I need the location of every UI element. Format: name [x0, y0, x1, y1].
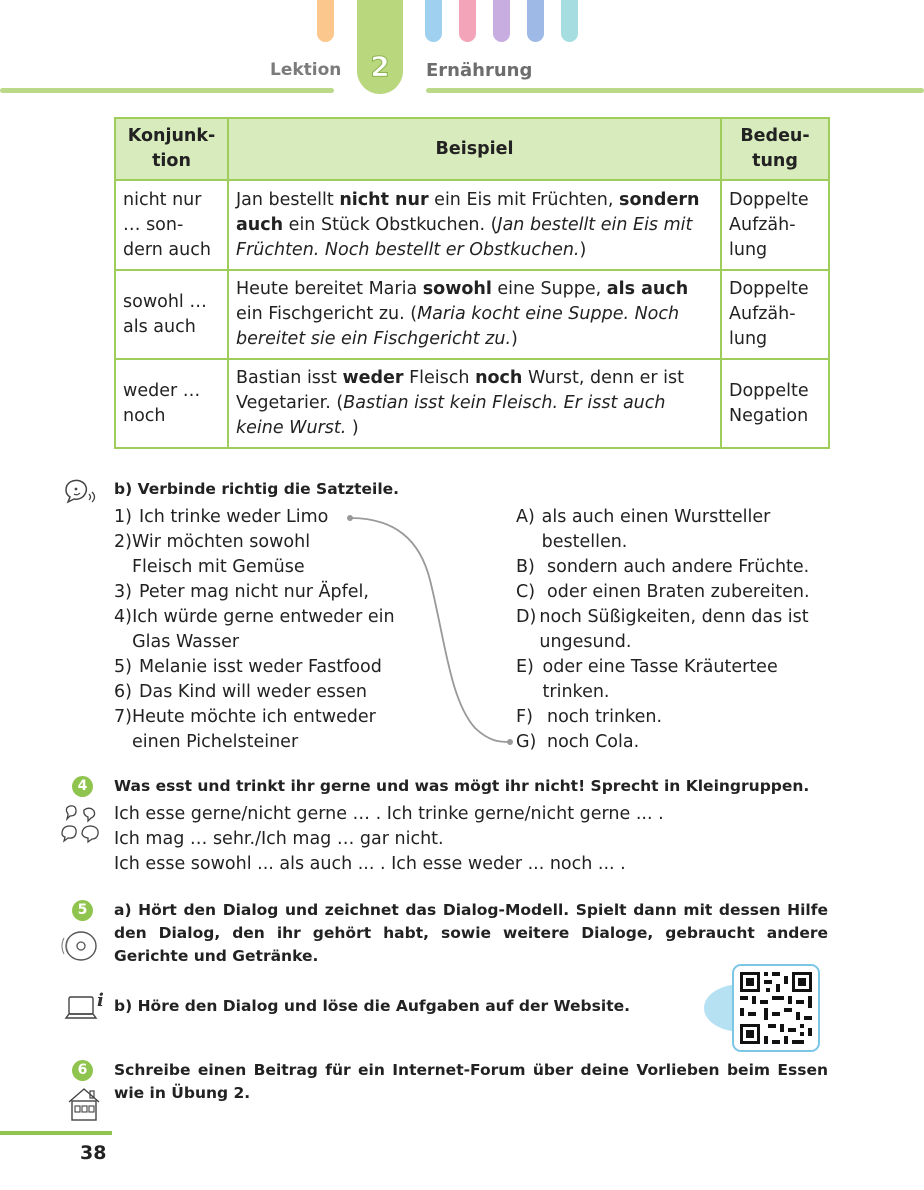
item-text: oder einen Braten zubereiten.: [547, 582, 810, 602]
page-number: 38: [80, 1142, 107, 1164]
phrase-line: Ich esse gerne/nicht gerne … . Ich trinke gerne/nicht gerne ... .: [114, 804, 664, 824]
header-rule-left: [0, 88, 334, 93]
color-tab: [527, 0, 544, 42]
lektion-number: 2: [370, 50, 390, 83]
bedeutung-cell: Doppelte Aufzäh-lung: [721, 180, 829, 270]
list-item: [516, 505, 806, 555]
homework-house-icon: [66, 1086, 102, 1124]
list-item: [114, 605, 404, 655]
topic-title: Ernährung: [426, 60, 533, 81]
item-text: oder eine Tasse Kräutertee trinken.: [542, 657, 778, 702]
task-number-badge: 4: [72, 776, 93, 797]
task4-title: Was esst und trinkt ihr gerne und was mögt ihr nicht! Sprecht in Kleingruppen.: [114, 777, 810, 795]
list-item: [516, 730, 836, 755]
konjunktion-cell: nicht nur … son-dern auch: [115, 180, 228, 270]
item-text: Peter mag nicht nur Äpfel,: [139, 582, 369, 602]
conjunction-table: [114, 117, 830, 449]
list-item: [114, 580, 414, 605]
speaking-pair-icon: [62, 476, 100, 506]
footer-rule: [0, 1131, 112, 1135]
item-number: A): [516, 507, 535, 527]
task4-phrases: [114, 802, 664, 877]
task-number-badge: 5: [72, 900, 93, 921]
color-tab: [459, 0, 476, 42]
konjunktion-cell: weder … noch: [115, 359, 228, 448]
qr-code[interactable]: [702, 964, 824, 1056]
item-text: Ich trinke weder Limo: [139, 507, 329, 527]
item-text: noch trinken.: [547, 707, 663, 727]
color-tab: [493, 0, 510, 42]
color-tab: [425, 0, 442, 42]
lektion-label: Lektion: [270, 60, 342, 80]
header-rule-right: [426, 88, 924, 93]
bedeutung-cell: Doppelte Aufzäh-lung: [721, 270, 829, 359]
item-number: 6): [114, 682, 132, 702]
item-text: Das Kind will weder essen: [139, 682, 368, 702]
list-item: [114, 530, 359, 580]
item-number: C): [516, 582, 536, 602]
item-text: sondern auch andere Früchte.: [547, 557, 810, 577]
list-item: [516, 605, 816, 655]
item-number: 3): [114, 582, 132, 602]
table-header-beispiel: Beispiel: [228, 118, 721, 180]
svg-text:i: i: [97, 990, 104, 1011]
beispiel-cell: Heute bereitet Maria sowohl eine Suppe, als auch ein Fischgericht zu. (Maria kocht eine Suppe. Noch bereitet sie ein Fischgericht zu.): [228, 270, 721, 359]
beispiel-cell: Bastian isst weder Fleisch noch Wurst, denn er ist Vegetarier. (Bastian isst kein Fleisch. Er isst auch keine Wurst. ): [228, 359, 721, 448]
exercise-b-title: b) Verbinde richtig die Satzteile.: [114, 480, 400, 498]
table-row: [115, 270, 829, 359]
item-number: 4): [114, 607, 132, 627]
phrase-line: Ich mag … sehr./Ich mag … gar nicht.: [114, 829, 444, 849]
task-number-badge: 6: [72, 1060, 93, 1081]
item-number: E): [516, 657, 534, 677]
color-tab: [561, 0, 578, 42]
item-number: F): [516, 707, 533, 727]
laptop-info-icon: [64, 990, 106, 1026]
item-number: G): [516, 732, 537, 752]
item-text: noch Süßigkeiten, denn das ist ungesund.: [539, 607, 809, 652]
item-text: Heute möchte ich entweder einen Pichelsteiner: [131, 707, 376, 752]
group-speaking-icon: [58, 804, 102, 844]
list-item: [516, 705, 836, 730]
item-number: D): [516, 607, 537, 627]
task5b-text: b) Höre den Dialog und löse die Aufgaben auf der Website.: [114, 997, 631, 1015]
phrase-line: Ich esse sowohl ... als auch ... . Ich esse weder ... noch ... .: [114, 854, 626, 874]
table-row: [115, 359, 829, 448]
sentence-end-list: [516, 505, 836, 755]
list-item: [516, 580, 836, 605]
sentence-start-list: [114, 505, 414, 755]
item-number: 2): [114, 532, 132, 552]
item-text: noch Cola.: [547, 732, 640, 752]
item-text: Ich würde gerne entweder ein Glas Wasser: [132, 607, 395, 652]
list-item: [114, 680, 414, 705]
audio-disc-icon: [60, 928, 100, 964]
list-item: [516, 655, 806, 705]
list-item: [114, 705, 409, 755]
item-text: Melanie isst weder Fastfood: [139, 657, 382, 677]
task6-text: Schreibe einen Beitrag für ein Internet-Forum über deine Vorlieben beim Essen wie in Übung 2.: [114, 1061, 828, 1102]
item-number: B): [516, 557, 535, 577]
list-item: [114, 655, 414, 680]
item-number: 7): [114, 707, 132, 727]
list-item: [516, 555, 836, 580]
list-item: [114, 505, 414, 530]
table-row: [115, 180, 829, 270]
beispiel-cell: Jan bestellt nicht nur ein Eis mit Früchten, sondern auch ein Stück Obstkuchen. (Jan bestellt ein Eis mit Früchten. Noch bestellt er Obstkuchen.): [228, 180, 721, 270]
item-text: als auch einen Wurstteller bestellen.: [541, 507, 771, 552]
item-text: Wir möchten sowohl Fleisch mit Gemüse: [131, 532, 311, 577]
item-number: 5): [114, 657, 132, 677]
table-header-bedeutung: Bedeu- tung: [721, 118, 829, 180]
color-tab: [317, 0, 334, 42]
qr-code-icon[interactable]: [702, 964, 824, 1052]
task5a-text: a) Hört den Dialog und zeichnet das Dialog-Modell. Spielt dann mit dessen Hilfe den Dialog, den ihr gehört habt, sowie weitere Dialoge, gebraucht andere Gerichte und Getränke.: [114, 901, 828, 965]
konjunktion-cell: sowohl … als auch: [115, 270, 228, 359]
table-header-konjunktion: Konjunk- tion: [115, 118, 228, 180]
item-number: 1): [114, 507, 132, 527]
bedeutung-cell: Doppelte Negation: [721, 359, 829, 448]
